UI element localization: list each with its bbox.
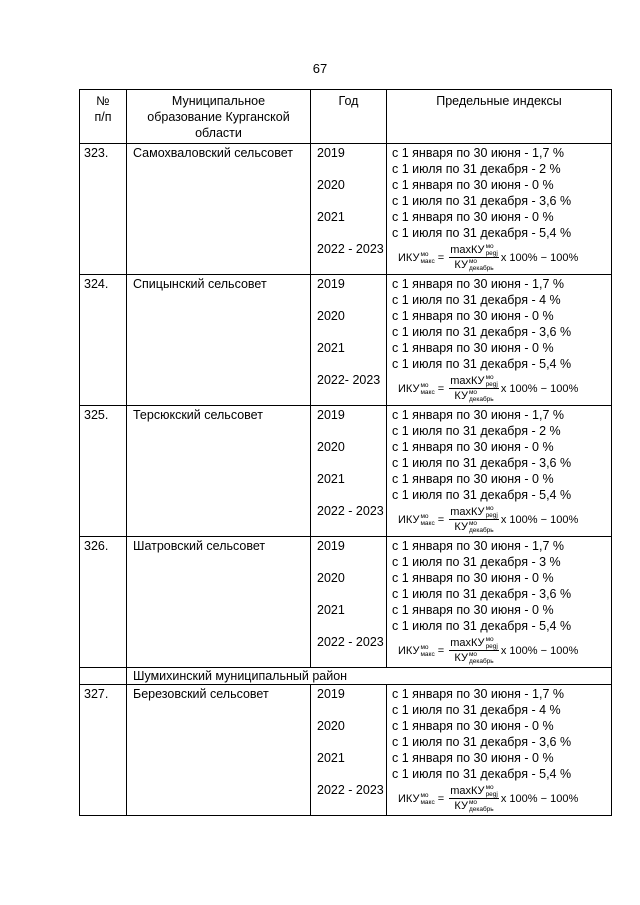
index-line: с 1 июля по 31 декабря - 5,4 %: [392, 357, 572, 371]
table-row: [80, 537, 612, 668]
year-value: 2019: [317, 687, 345, 701]
formula-den: КУ: [454, 799, 468, 812]
formula-tail: х 100% − 100%: [500, 644, 579, 657]
formula-fraction: [449, 243, 499, 272]
index-line: с 1 июля по 31 декабря - 3 %: [392, 555, 561, 569]
formula-den: КУ: [454, 520, 468, 533]
formula-den-sub: декабрь: [468, 396, 494, 403]
formula-num-sub: pegj: [485, 791, 498, 798]
formula-num: maxКУ: [450, 505, 485, 518]
formula-num-sub: pegj: [485, 250, 498, 257]
year-value: 2020: [317, 719, 345, 733]
index-line: с 1 января по 30 июня - 1,7 %: [392, 539, 564, 553]
index-line: с 1 июля по 31 декабря - 3,6 %: [392, 456, 572, 470]
index-line: с 1 июля по 31 декабря - 2 %: [392, 162, 561, 176]
formula-num-sup: мо: [485, 784, 494, 791]
formula-num: maxКУ: [450, 374, 485, 387]
formula-tail: х 100% − 100%: [500, 513, 579, 526]
formula-num-sub: pegj: [485, 381, 498, 388]
index-line: с 1 января по 30 июня - 0 %: [392, 571, 554, 585]
index-line: с 1 июля по 31 декабря - 5,4 %: [392, 488, 572, 502]
index-formula: ИКУ мо макс = maxКУ мо pegj КУ мо декабрь х 100% − 100%: [398, 374, 579, 403]
index-line: с 1 июля по 31 декабря - 2 %: [392, 424, 561, 438]
table-header-row: [80, 90, 612, 144]
formula-den-sub: декабрь: [468, 265, 494, 272]
year-cell: [311, 685, 387, 816]
index-line: с 1 июля по 31 декабря - 3,6 %: [392, 325, 572, 339]
page-number: 67: [312, 61, 328, 76]
row-number: 325.: [80, 406, 127, 537]
formula-tail: х 100% − 100%: [500, 382, 579, 395]
formula-num-sup: мо: [485, 636, 494, 643]
row-number: 324.: [80, 275, 127, 406]
index-line: с 1 января по 30 июня - 0 %: [392, 178, 554, 192]
formula-den-sub: декабрь: [468, 658, 494, 665]
formula-den-sup: мо: [468, 520, 478, 527]
year-cell: [311, 275, 387, 406]
index-line: с 1 июля по 31 декабря - 5,4 %: [392, 226, 572, 240]
municipality-name: Спицынский сельсовет: [127, 275, 311, 406]
year-value: 2019: [317, 539, 345, 553]
formula-den: КУ: [454, 258, 468, 271]
formula-lhs-sup: мо: [420, 512, 429, 520]
municipality-name: Березовский сельсовет: [127, 685, 311, 816]
index-cell: [387, 275, 612, 406]
table-row: [80, 685, 612, 816]
formula-den-sup: мо: [468, 799, 478, 806]
formula-num: maxКУ: [450, 636, 485, 649]
year-cell: [311, 537, 387, 668]
formula-lhs-sub: макс: [420, 650, 435, 658]
index-line: с 1 июля по 31 декабря - 4 %: [392, 703, 561, 717]
formula-num-sub: pegj: [485, 512, 498, 519]
index-line: с 1 января по 30 июня - 0 %: [392, 603, 554, 617]
table-row: [80, 275, 612, 406]
index-line: с 1 января по 30 июня - 0 %: [392, 309, 554, 323]
region-heading: Шумихинский муниципальный район: [127, 668, 612, 685]
index-line: с 1 января по 30 июня - 1,7 %: [392, 408, 564, 422]
header-index: Предельные индексы: [387, 90, 612, 144]
formula-den-sub: декабрь: [468, 527, 494, 534]
index-line: с 1 июля по 31 декабря - 5,4 %: [392, 767, 572, 781]
formula-den-sup: мо: [468, 651, 478, 658]
formula-num-sup: мо: [485, 374, 494, 381]
formula-fraction: [449, 374, 499, 403]
index-line: с 1 января по 30 июня - 0 %: [392, 341, 554, 355]
municipality-name: Терсюкский сельсовет: [127, 406, 311, 537]
year-value: 2019: [317, 146, 345, 160]
year-value: 2020: [317, 309, 345, 323]
index-line: с 1 января по 30 июня - 1,7 %: [392, 277, 564, 291]
year-value: 2021: [317, 751, 345, 765]
year-value: 2021: [317, 341, 345, 355]
year-cell: [311, 406, 387, 537]
index-line: с 1 июля по 31 декабря - 4 %: [392, 293, 561, 307]
year-value: 2021: [317, 472, 345, 486]
region-heading-row: [80, 668, 612, 685]
formula-num: maxКУ: [450, 784, 485, 797]
index-cell: [387, 144, 612, 275]
year-value: 2020: [317, 178, 345, 192]
formula-num: maxКУ: [450, 243, 485, 256]
year-value: 2020: [317, 571, 345, 585]
formula-lhs: ИКУ: [398, 513, 420, 526]
formula-num-sup: мо: [485, 505, 494, 512]
year-cell: [311, 144, 387, 275]
index-formula: ИКУ мо макс = maxКУ мо pegj КУ мо декабрь х 100% − 100%: [398, 784, 579, 813]
year-value: 2019: [317, 408, 345, 422]
formula-den-sub: декабрь: [468, 806, 494, 813]
header-year: Год: [311, 90, 387, 144]
formula-lhs-sup: мо: [420, 643, 429, 651]
index-cell: [387, 685, 612, 816]
formula-lhs: ИКУ: [398, 644, 420, 657]
formula-den: КУ: [454, 651, 468, 664]
formula-den-sup: мо: [468, 258, 478, 265]
formula-fraction: [449, 505, 499, 534]
formula-fraction: [449, 636, 499, 665]
index-line: с 1 января по 30 июня - 0 %: [392, 751, 554, 765]
row-number: 323.: [80, 144, 127, 275]
formula-lhs: ИКУ: [398, 251, 420, 264]
index-line: с 1 января по 30 июня - 1,7 %: [392, 146, 564, 160]
formula-den: КУ: [454, 389, 468, 402]
formula-tail: х 100% − 100%: [500, 251, 579, 264]
year-value: 2022 - 2023: [317, 635, 384, 649]
municipality-name: Шатровский сельсовет: [127, 537, 311, 668]
index-line: с 1 июля по 31 декабря - 5,4 %: [392, 619, 572, 633]
index-line: с 1 июля по 31 декабря - 3,6 %: [392, 194, 572, 208]
year-value: 2022- 2023: [317, 373, 381, 387]
year-value: 2022 - 2023: [317, 242, 384, 256]
municipality-name: Самохваловский сельсовет: [127, 144, 311, 275]
index-line: с 1 января по 30 июня - 1,7 %: [392, 687, 564, 701]
formula-lhs: ИКУ: [398, 792, 420, 805]
year-value: 2021: [317, 603, 345, 617]
tariff-index-table: [79, 89, 612, 816]
index-line: с 1 января по 30 июня - 0 %: [392, 472, 554, 486]
table-row: [80, 144, 612, 275]
index-line: с 1 января по 30 июня - 0 %: [392, 210, 554, 224]
header-name: Муниципальное образование Курганской области: [127, 90, 311, 144]
formula-lhs: ИКУ: [398, 382, 420, 395]
formula-lhs-sub: макс: [420, 257, 435, 265]
formula-den-sup: мо: [468, 389, 478, 396]
header-num: № п/п: [80, 90, 127, 144]
year-value: 2022 - 2023: [317, 783, 384, 797]
index-formula: ИКУ мо макс = maxКУ мо pegj КУ мо декабрь х 100% − 100%: [398, 505, 579, 534]
formula-num-sub: pegj: [485, 643, 498, 650]
formula-fraction: [449, 784, 499, 813]
index-line: с 1 января по 30 июня - 0 %: [392, 440, 554, 454]
formula-num-sup: мо: [485, 243, 494, 250]
year-value: 2022 - 2023: [317, 504, 384, 518]
index-formula: ИКУ мо макс = maxКУ мо pegj КУ мо декабрь х 100% − 100%: [398, 636, 579, 665]
table-row: [80, 406, 612, 537]
row-number: 326.: [80, 537, 127, 668]
index-line: с 1 июля по 31 декабря - 3,6 %: [392, 587, 572, 601]
row-number: 327.: [80, 685, 127, 816]
index-formula: ИКУ мо макс = maxКУ мо pegj КУ мо декабрь х 100% − 100%: [398, 243, 579, 272]
formula-lhs-sup: мо: [420, 250, 429, 258]
formula-lhs-sub: макс: [420, 519, 435, 527]
formula-lhs-sup: мо: [420, 381, 429, 389]
index-cell: [387, 406, 612, 537]
formula-lhs-sub: макс: [420, 798, 435, 806]
index-line: с 1 января по 30 июня - 0 %: [392, 719, 554, 733]
year-value: 2021: [317, 210, 345, 224]
formula-lhs-sup: мо: [420, 791, 429, 799]
formula-tail: х 100% − 100%: [500, 792, 579, 805]
year-value: 2019: [317, 277, 345, 291]
index-cell: [387, 537, 612, 668]
index-line: с 1 июля по 31 декабря - 3,6 %: [392, 735, 572, 749]
formula-lhs-sub: макс: [420, 388, 435, 396]
year-value: 2020: [317, 440, 345, 454]
